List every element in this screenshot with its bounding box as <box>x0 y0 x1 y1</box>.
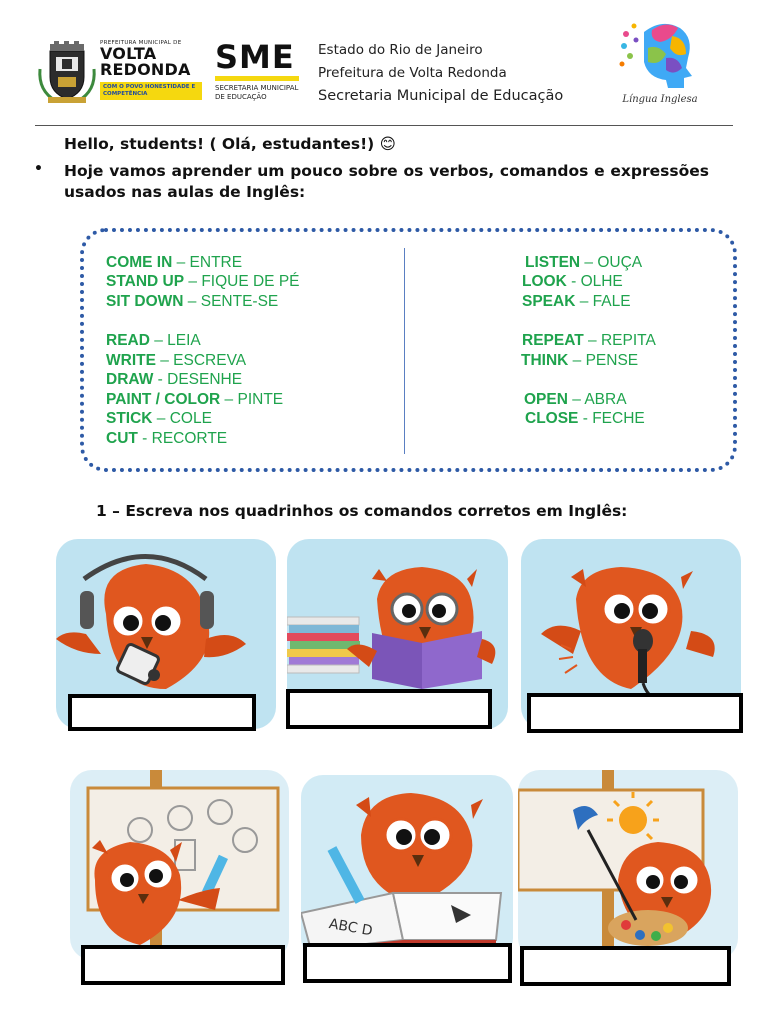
sme-logo <box>215 40 305 102</box>
answer-box-2[interactable] <box>286 689 492 729</box>
picture-panel-write <box>301 775 513 960</box>
vocab-item-cut: CUT - RECORTE <box>106 430 228 447</box>
vocab-item-think: THINK – PENSE <box>521 352 639 369</box>
vocab-item-speak: SPEAK – FALE <box>522 293 631 310</box>
secretariat-line: Secretaria Municipal de Educação <box>318 88 564 104</box>
lingua-inglesa-caption: Língua Inglesa <box>622 94 698 105</box>
owl-writing-notebook-icon <box>301 775 513 960</box>
vocab-item-listen: LISTEN – OUÇA <box>525 254 643 271</box>
owl-drawing-easel-icon <box>70 770 289 960</box>
vocab-item-stick: STICK – COLE <box>106 410 212 427</box>
vocab-item-open: OPEN – ABRA <box>524 391 627 408</box>
answer-box-6[interactable] <box>520 946 731 986</box>
prefeitura-slogan: COM O POVO HONESTIDADE E COMPETÊNCIA <box>100 82 202 100</box>
sme-yellow-bar <box>215 76 299 81</box>
answer-box-5[interactable] <box>303 943 512 983</box>
vocab-item-come-in: COME IN – ENTRE <box>106 254 243 271</box>
vocab-item-paint-color: PAINT / COLOR – PINTE <box>106 391 284 408</box>
prefeitura-logo <box>100 40 202 106</box>
sme-subtitle: SECRETARIA MUNICIPAL DE EDUCAÇÃO <box>215 84 299 101</box>
intro-paragraph: Hoje vamos aprender um pouco sobre os verbos, comandos e expressões usados nas aulas de Inglês: <box>64 162 709 201</box>
picture-panel-draw <box>70 770 289 960</box>
lingua-inglesa-logo <box>616 18 702 110</box>
prefeitura-name-line-1: VOLTA <box>100 44 157 63</box>
vocab-item-stand-up: STAND UP – FIQUE DE PÉ <box>106 273 300 290</box>
vocab-item-read: READ – LEIA <box>106 332 201 349</box>
answer-box-3[interactable] <box>527 693 743 733</box>
answer-box-4[interactable] <box>81 945 285 985</box>
header-divider <box>35 125 733 126</box>
vocab-item-look: LOOK - OLHE <box>522 273 623 290</box>
exercise-prompt: 1 – Escreva nos quadrinhos os comandos corretos em Inglês: <box>96 502 628 520</box>
city-line: Prefeitura de Volta Redonda <box>318 65 507 81</box>
vocab-item-sit-down: SIT DOWN – SENTE-SE <box>106 293 279 310</box>
state-line: Estado do Rio de Janeiro <box>318 42 483 58</box>
colorful-head-icon <box>616 18 702 94</box>
prefeitura-top-text: PREFEITURA MUNICIPAL DE <box>100 40 182 46</box>
picture-panel-paint <box>518 770 738 960</box>
notebook-letters: ABC D <box>327 916 374 940</box>
answer-box-1[interactable] <box>68 694 256 731</box>
sme-wordmark: SME <box>215 38 295 76</box>
vocab-item-write: WRITE – ESCREVA <box>106 352 247 369</box>
vocab-item-draw: DRAW - DESENHE <box>106 371 243 388</box>
volta-redonda-crest-logo <box>36 39 98 107</box>
bullet-icon: • <box>34 161 43 177</box>
prefeitura-name-line-2: REDONDA <box>100 60 191 79</box>
vocab-item-repeat: REPEAT – REPITA <box>522 332 656 349</box>
owl-painting-easel-icon <box>518 770 738 960</box>
vocabulary-column-divider <box>404 248 405 454</box>
greeting-line: Hello, students! ( Olá, estudantes!) 😊 <box>64 135 396 153</box>
vocab-item-close: CLOSE - FECHE <box>525 410 645 427</box>
header-institution-text <box>318 39 563 108</box>
